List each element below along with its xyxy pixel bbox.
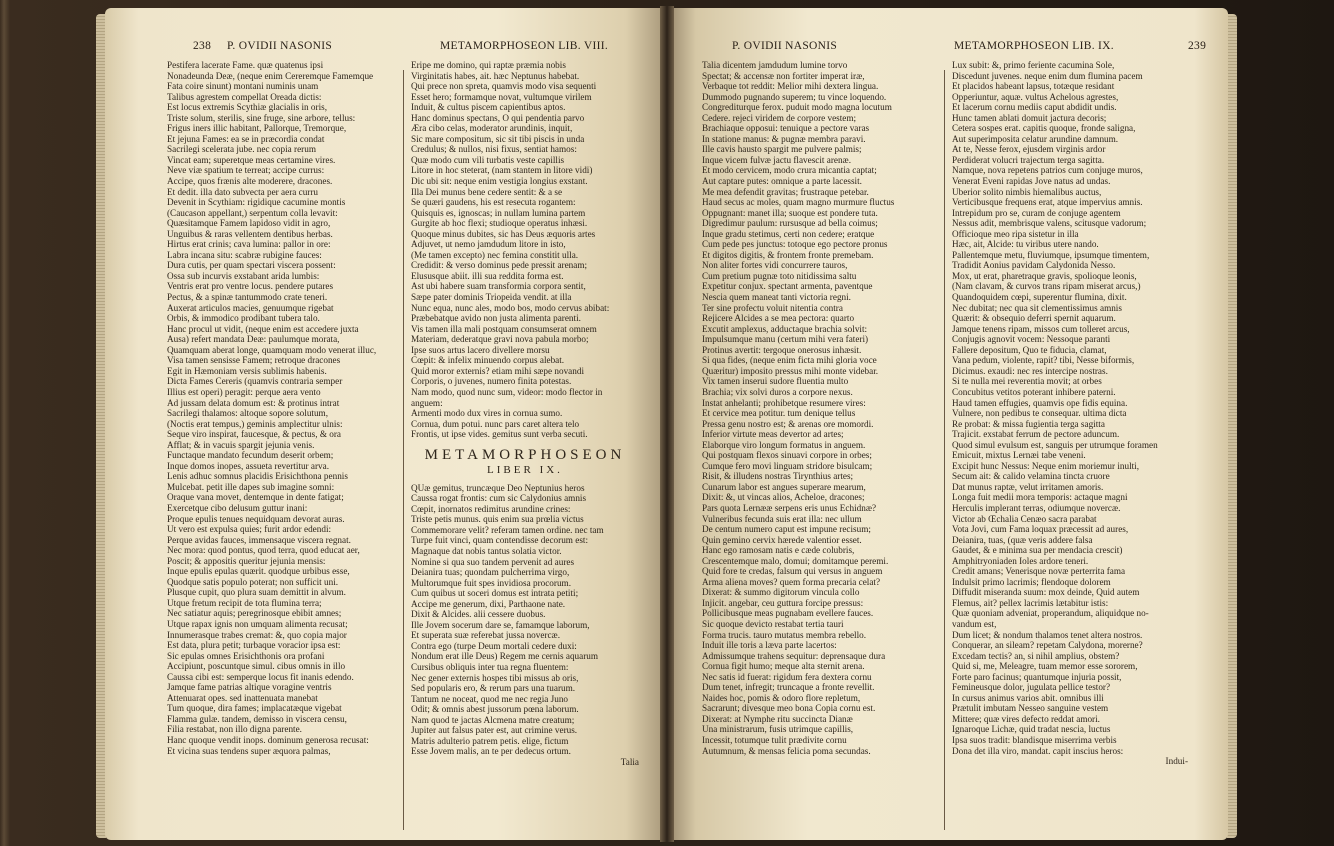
text-line: Vulneribus fecunda suis erat illa: nec ullum	[702, 513, 862, 524]
text-line: Et cervice mea potitur. tum denique tellus	[702, 408, 856, 419]
text-line: Accipiunt, poscuntque simul. cibus omnis in illo	[167, 661, 346, 672]
left-column-rule	[403, 70, 404, 830]
text-line: Et dedit. illa dato subvecta per aera curru	[167, 186, 319, 197]
text-line: Jamque fame patrias altique voragine ventris	[167, 682, 332, 693]
text-line: Trajicit. exstabat ferrum de pectore aduncum.	[952, 429, 1120, 440]
text-line: Frigus iners illic habitant, Pallorque, Tremorque,	[167, 123, 347, 134]
text-line: Nec gener externis hospes tibi missus ab oris,	[411, 672, 579, 683]
text-line: Hanc procul ut vidit, (neque enim est accedere juxta	[167, 323, 359, 334]
text-line: Utque rapax ignis non umquam alimenta recusat;	[167, 618, 348, 629]
text-line: Illa Dei munus bene cedere sentit: & a se	[411, 186, 563, 197]
text-line: Cum quibus ut soceri domus est intrata petiti;	[411, 588, 579, 599]
text-line: Ille cavis hausto spargit me pulvere palmis;	[702, 144, 862, 155]
text-line: Dona det illa viro, mandat. capit inscius heros:	[952, 745, 1124, 756]
text-line: Perdiderat volucri trajectum terga sagitta.	[952, 154, 1105, 165]
left-page-number: 238	[193, 40, 212, 52]
text-line: Et digitos digitis, & frontem fronte premebam.	[702, 249, 874, 260]
text-line: Vix tamen inserui sudore fluentia multo	[702, 376, 849, 387]
text-line: Quid si, me, Meleagre, tuam memor esse sororem,	[952, 661, 1138, 672]
left-running-head-title: METAMORPHOSEON LIB. VIII.	[440, 40, 609, 52]
text-line: Lux subit: &, primo feriente cacumina Sole,	[952, 60, 1115, 70]
text-line: Conjugis agnovit vocem: Nessoque paranti	[952, 334, 1111, 345]
text-line: Eripe me domino, qui raptæ præmia nobis	[411, 60, 566, 70]
text-line: Cœpit, inornatos redimitus arundine crines:	[411, 503, 571, 514]
text-line: Nam modo, quod nunc sum, videor: modo flector in	[411, 386, 603, 397]
text-line: Quamquam aberat longe, quamquam modo venerat illuc,	[167, 344, 377, 355]
text-line: Cœpit: & infelix minuendo corpus alebat.	[411, 355, 565, 366]
text-line: Excedam tectis? an, si nihil amplius, obstem?	[952, 650, 1120, 661]
text-line: Secum ait: & calido velamina tincta cruore	[952, 471, 1110, 482]
text-line: Adjuvet, ut nemo jamdudum litore in isto,	[411, 239, 566, 250]
text-line: Sacrilegi scelerata jube. nec copia rerum	[167, 144, 316, 155]
text-line: Illius est operi) peragit: perque aera vento	[167, 386, 321, 397]
text-line: Seque viro inspirat, faucesque, & pectus, & ora	[167, 429, 342, 440]
text-line: Fata coire sinunt) montani numinis unam	[167, 81, 319, 92]
text-line: Mittere; quæ vires defecto reddat amori.	[952, 713, 1100, 724]
text-line: Ille Jovem socerum dare se, famamque laborum,	[411, 619, 590, 630]
text-line: Injicit. angebar, ceu guttura forcipe pressus:	[702, 597, 864, 608]
text-line: Aut captare putes: omnique a parte lacessit.	[702, 176, 862, 187]
text-line: Quandoquidem cœpi, superentur flumina, dixit.	[952, 292, 1127, 303]
text-line: Si qua fides, (neque enim ficta mihi gloria voce	[702, 355, 877, 366]
text-line: Ignaroque Lichæ, quid tradat nescia, luctus	[952, 724, 1111, 735]
text-line: Quærit: & obsequio deferri spernit aquarum.	[952, 313, 1116, 324]
right-running-head-author: P. OVIDII NASONIS	[732, 40, 838, 52]
text-line: Pallentemque metu, fluviumque, ipsumque timentem,	[952, 249, 1150, 260]
text-line: Proque epulis tenues nequidquam devorat auras.	[167, 513, 345, 524]
text-line: Excipit hunc Nessus: Neque enim moriemur inulti,	[952, 460, 1140, 471]
text-line: Deianira tuas; quondam pulcherrima virgo,	[411, 567, 570, 578]
text-line: Intrepidum pro se, curam de conjuge agentem	[952, 207, 1121, 218]
text-line: Neve viæ spatium te terreat; accipe currus:	[167, 165, 325, 176]
text-line: Dummodo pugnando superem; tu vince loquendo.	[702, 91, 887, 102]
text-line: Attenuarat opes. sed inattenuata manebat	[167, 692, 318, 703]
text-line: Mox, ut erat, pharetraque gravis, spolioque leonis,	[952, 270, 1137, 281]
text-line: Esset hero; formamque novat, vultumque virilem	[411, 91, 592, 102]
text-line: Admissumque trahens sequitur: deprensaque dura	[702, 650, 886, 661]
text-line: Induit ille toris a læva parte lacertos:	[702, 640, 837, 651]
text-line: Perque avidas fauces, immensaque viscera regnat.	[167, 534, 351, 545]
text-line: Est locus extremis Scythiæ glacialis in oris,	[167, 102, 327, 113]
text-line: Elususque abiit. illi sua reddita forma est.	[411, 270, 564, 281]
text-line: Devenit in Scythiam: rigidique cacumine montis	[167, 197, 346, 208]
text-line: Jamque tenens ripam, missos cum tolleret arcus,	[952, 323, 1130, 334]
text-line: Credidit: & verso dominus pede pressit arenam;	[411, 260, 588, 271]
text-line: Arma aliena moves? quem forma precaria celat?	[702, 576, 881, 587]
text-line: Inque domos inopes, assueta revertitur arva.	[167, 460, 330, 471]
text-line: Hæc, ait, Alcide: tu viribus utere nando.	[952, 239, 1099, 250]
text-line: Crescentemque malo, domui; domitamque peremi.	[702, 555, 889, 566]
text-line: Dicta Fames Cereris (quamvis contraria semper	[167, 376, 343, 387]
text-line: Accipe, quos frænis alte moderere, dracones.	[167, 176, 333, 187]
text-line: Cedere. rejeci viridem de corpore vestem;	[702, 112, 857, 123]
text-line: Fallere depositum, Quo te fiducia, clamat,	[952, 344, 1107, 355]
text-line: Quin gemino cervix hærede valentior esset.	[702, 534, 862, 545]
text-line: Exercetque cibo delusum guttur inani:	[167, 502, 308, 513]
text-line: Gaudet, & e minima sua per mendacia crescit)	[952, 545, 1123, 556]
left-column-1	[167, 60, 387, 756]
text-line: Auxerat articulos macies, genuumque rigebat	[167, 302, 334, 313]
text-line: Et modo cervicem, modo crura micantia captat;	[702, 165, 877, 176]
text-line: Quæ modo cum vili turbatis veste capillis	[411, 154, 565, 165]
text-line: Sacrilegi thalamos: altoque sopore solutum,	[167, 408, 329, 419]
text-line: Conquerar, an sileam? repetam Calydona, morerne?	[952, 640, 1143, 651]
text-line: Venerat Eveni rapidas Jove natus ad undas.	[952, 176, 1111, 187]
text-line: Congrediturque ferox. puduit modo magna locutum	[702, 102, 892, 113]
text-line: Ipsa suos tradit: blandisque miserrima verbis	[952, 735, 1117, 745]
text-line: In cursus animus varios abit. omnibus illi	[952, 692, 1104, 703]
text-line: Forte paro facinus; quantumque injuria possit,	[952, 671, 1122, 682]
text-line: Dat munus raptæ, velut irritamen amoris.	[952, 481, 1104, 492]
text-line: QUæ gemitus, truncæque Deo Neptunius heros	[411, 482, 585, 493]
text-line: Uberior solito nimbis hiemalibus auctus,	[952, 186, 1102, 197]
text-line: Qui postquam flexos sinuavi corpore in orbes;	[702, 450, 872, 461]
text-line: Cunarum labor est angues superare mearum,	[702, 481, 866, 492]
text-line: Vulnere, non pedibus te consequar. ultima dicta	[952, 408, 1127, 419]
text-line: Haud tamen effugies, quamvis ope fidis equina.	[952, 397, 1128, 408]
text-line: Nec dubitat; nec qua sit clementissimus amnis	[952, 302, 1122, 313]
text-line: Nomine si qua suo tandem pervenit ad aures	[411, 556, 575, 567]
text-line: Dic ubi sit: neque enim vestigia longius exstant.	[411, 176, 588, 187]
text-line: Et jejuna Fames: ea se in præcordia condat	[167, 133, 325, 144]
text-line: Flamma gulæ. tandem, demisso in viscera censu,	[167, 713, 347, 724]
text-line: Matris adulterio patrem petis. elige, fictum	[411, 735, 569, 746]
text-line: Forma trucis. tauro mutatus membra rebello.	[702, 629, 867, 640]
text-line: Verticibusque frequens erat, atque impervius amnis.	[952, 197, 1143, 208]
text-line: Dixerat: & summo digitorum vincula collo	[702, 587, 860, 598]
text-line: Dicimus. exaudi: nec res intercipe nostras.	[952, 365, 1108, 376]
text-line: Tradidit Aonius pavidam Calydonida Nesso.	[952, 260, 1116, 271]
text-line: Unguibus & raras vellentem dentibus herbas.	[167, 228, 333, 239]
text-line: Præbebatque avido non justa alimenta parenti.	[411, 313, 581, 324]
text-line: Quid fore te credas, falsum qui versus in anguem	[702, 566, 883, 577]
text-line: Induit, & cultus piscem capientibus aptos.	[411, 102, 566, 113]
left-page	[105, 8, 665, 840]
text-line: Pollicibusque meas pugnabam evellere fauces.	[702, 608, 874, 619]
text-line: Materiam, dederatque gravi nova pabula morbo;	[411, 334, 589, 345]
text-line: Verbaque tot reddit: Melior mihi dextera lingua.	[702, 81, 879, 92]
book-title: METAMORPHOSEON	[424, 446, 626, 463]
text-line: Hanc dominus spectans, O qui pendentia parvo	[411, 112, 585, 123]
text-line: Protinus avertit: tergoque onerosus inhæsit.	[702, 344, 862, 355]
text-line: Deianira, tuas, (quæ veris addere falsa	[952, 534, 1093, 545]
text-line: Inferior virtute meas devertor ad artes;	[702, 429, 844, 440]
text-line: Magnaque dat nobis tantus solatia victor.	[411, 545, 562, 556]
text-line: Dura cutis, per quam spectari viscera possent:	[167, 260, 336, 271]
text-line: Lenis adhuc somnus placidis Erisichthona pennis	[167, 471, 348, 482]
text-line: In statione manus: & pugnæ membra paravi.	[702, 133, 866, 144]
text-line: Incessit, totumque tulit prædivite cornu	[702, 735, 847, 745]
text-line: Et placidos habeant lapsus, totæque residant	[952, 81, 1115, 92]
text-line: Hirtus erat crinis; cava lumina: pallor in ore:	[167, 239, 331, 250]
right-column-1	[702, 60, 934, 756]
text-line: Opperiuntur, aquæ. vultus Achelous agrestes,	[952, 91, 1119, 102]
text-line: Cum pede pes junctus: totoque ego pectore pronus	[702, 239, 888, 250]
text-line: Dixit: &, ut vincas alios, Acheloe, dracones;	[702, 492, 865, 503]
text-line: Multorumque fuit spes invidiosa procorum.	[411, 577, 571, 588]
catchword: Talia	[620, 756, 639, 767]
text-line: Quisquis es, ignoscas; in nullam lumina partem	[411, 207, 586, 218]
text-line: (Me tamen excepto) nec femina constitit ulla.	[411, 249, 579, 260]
text-line: Odit; & omnis abest jussorum pœna laborum.	[411, 704, 579, 715]
text-line: Sic quoque devicto restabat tertia tauri	[702, 618, 844, 629]
right-column-rule	[944, 70, 945, 830]
text-line: Caussa cibi est: semperque locus fit inanis edendo.	[167, 671, 354, 682]
text-line: Femineusque dolor, jugulata pellice testor?	[952, 682, 1111, 693]
text-line: Pestifera lacerate Fame. quæ quatenus ipsi	[167, 60, 324, 70]
text-line: Nam quod te jactas Alcmena matre creatum;	[411, 714, 575, 725]
text-line: Inque epulis epulas quærit. quodque urbibus esse,	[167, 566, 350, 577]
text-line: Non aliter fortes vidi concurrere tauros,	[702, 260, 848, 271]
text-line: Cornua figit humo; meque alta sternit arena.	[702, 661, 865, 672]
catchword: Indui-	[1165, 756, 1188, 767]
text-line: Risit, & illudens nostras Tirynthius artes;	[702, 471, 854, 482]
text-line: Elaborque viro longum formatus in anguem.	[702, 439, 866, 450]
text-line: Prætulit imbutam Nesseo sanguine vestem	[952, 703, 1109, 714]
text-line: Armenti modo dux vires in cornua sumo.	[411, 408, 563, 419]
text-line: Caussa rogat frontis: cum sic Calydonius amnis	[411, 493, 587, 504]
text-line: Jupiter aut falsus pater est, aut crimine verus.	[411, 725, 578, 736]
text-line: vandum est,	[952, 618, 997, 629]
text-line: Spectat; & accensæ non fortiter imperat iræ,	[702, 70, 865, 81]
text-line: Quoque minus dubites, sic has Deus æquoris artes	[411, 228, 596, 239]
text-line: Turpe fuit vinci, quam contendisse decorum est:	[411, 535, 588, 546]
text-line: Haud secus ac moles, quam magno murmure fluctus	[702, 197, 895, 208]
text-line: Ventris erat pro ventre locus. pendere putares	[167, 281, 334, 292]
text-line: Hanc ego ramosam natis e cæde colubris,	[702, 545, 855, 556]
text-line: Et vicina suas tendens super æquora palmas,	[167, 745, 331, 756]
text-line: Quæsitamque Famem lapidoso vidit in agro,	[167, 218, 331, 229]
text-line: Afflat; & in vacuis spargit jejunia venis.	[167, 439, 315, 450]
text-line: Nonadeunda Deæ, (neque enim Cereremque Famemque	[167, 70, 374, 81]
text-line: Cumque fero movi linguam stridore bisulcam;	[702, 460, 873, 471]
text-line: Vota Jovi, cum Fama loquax præcessit ad aures,	[952, 524, 1129, 535]
text-line: Commemorare velit? referam tamen ordine. nec tam	[411, 524, 604, 535]
text-line: Nec satis id fuerat: rigidum fera dextera cornu	[702, 671, 872, 682]
text-line: Filia restabat, non illo digna parente.	[167, 724, 302, 735]
text-line: Nescia quem maneat tanti victoria regni.	[702, 292, 851, 303]
text-line: Longa fuit medii mora temporis: actaque magni	[952, 492, 1128, 503]
text-line: Ossa sub incurvis exstabant arida lumbis:	[167, 270, 320, 281]
text-line: Brachia; vix solvi duros a corpore nexus.	[702, 386, 853, 397]
text-line: Visa tamen sensisse Famem; retroque dracones	[167, 355, 341, 366]
text-line: Sed popularis ero, & rerum pars una tuarum.	[411, 683, 576, 694]
text-line: Excutit amplexus, adductaque brachia solvit:	[702, 323, 868, 334]
text-line: Aut superimposita celatur arundine damnum.	[952, 133, 1119, 144]
text-line: Labra incana situ: scabræ rubigine fauces:	[167, 249, 322, 260]
text-line: Flemus, ait? pellex lacrimis lætabitur istis:	[952, 597, 1109, 608]
text-line: Ipse suos artus lacero divellere morsu	[411, 344, 550, 355]
text-line: Triste solum, sterilis, sine fruge, sine arbore, tellus:	[167, 112, 356, 123]
text-line: Naides hoc, pomis & odoro flore repletum,	[702, 692, 861, 703]
text-line: (Caucason appellant,) serpentum colla levavit:	[167, 207, 338, 218]
text-line: Cornua, dum potui. nunc pars caret altera telo	[411, 418, 580, 429]
text-line: Triste petis munus. quis enim sua prœlia victus	[411, 514, 584, 525]
right-page-edges	[1227, 14, 1237, 838]
text-line: Cursibus obliquis inter tua regna fluentem:	[411, 661, 569, 672]
text-line: Pressa genu nostro est; & arenas ore momordi.	[702, 418, 874, 429]
left-column-2	[411, 60, 639, 767]
text-line: Victor ab Œchalia Cenæo sacra parabat	[952, 513, 1097, 524]
text-line: Sic epulas omnes Erisichthonis ora profani	[167, 650, 325, 661]
text-line: Corporis, o juvenes, numero finita potestas.	[411, 376, 572, 387]
right-running-head-title: METAMORPHOSEON LIB. IX.	[954, 40, 1114, 52]
text-line: Brachiaque opposui: tenuique a pectore varas	[702, 123, 870, 134]
text-line: Indulsit primo lacrimis; flendoque dolorem	[952, 576, 1111, 587]
text-line: Esse Jovem malis, an te per dedecus ortum.	[411, 746, 571, 757]
text-line: Emicuit, mixtus Lernæi tabe veneni.	[952, 450, 1086, 461]
text-line: Una ministrarum, fusis utrimque capillis,	[702, 724, 854, 735]
text-line: Dixit & Alcides. alii cessere duobus.	[411, 609, 546, 620]
text-line: Virginitatis habes, ait. hæc Neptunus habebat.	[411, 70, 580, 81]
text-line: Se quæri gaudens, his est resecuta rogantem:	[411, 197, 576, 208]
text-line: Credit amans; Venerisque novæ perterrita fama	[952, 566, 1126, 577]
text-line: Instat anhelanti; prohibetque resumere vires:	[702, 397, 866, 408]
text-line: Diffudit miseranda suum: mox deinde, Quid autem	[952, 587, 1140, 598]
text-line: Talia dicentem jamdudum lumine torvo	[702, 60, 848, 70]
text-line: Credulus; & nullos, nisi fixus, sentiat hamos:	[411, 144, 577, 155]
text-line: Nessus adit, membrisque valens, scitusque vadorum;	[952, 218, 1147, 229]
text-line: Vincat eam; superetque meas certamine vires.	[167, 154, 336, 165]
text-line: Litore in hoc steterat, (nam stantem in litore vidi)	[411, 165, 593, 176]
text-line: Hanc quoque vendit inops. dominum generosa recusat:	[167, 735, 369, 745]
text-line: Quod simul evulsum est, sanguis per utrumque foramen	[952, 439, 1158, 450]
text-line: Autumnum, & mensas felicia poma secundas.	[702, 745, 871, 756]
book-gutter	[660, 6, 674, 842]
text-line: Nec satiatur aquis; peregrinosque ebibit amnes;	[167, 608, 342, 619]
text-line: Quid moror externis? etiam mihi sæpe novandi	[411, 365, 584, 376]
text-line: Talibus agrestem compellat Oreada dictis:	[167, 91, 322, 102]
text-line: Namque, nova repetens patrios cum conjuge muros,	[952, 165, 1143, 176]
text-line: Discedunt juvenes. neque enim dum flumina pacem	[952, 70, 1143, 81]
text-line: Plusque cupit, quo plura suam demittit in alvum.	[167, 587, 346, 598]
text-line: Inque gradu stetimus, certi non cedere; eratque	[702, 228, 875, 239]
text-line: Poscit; & appositis queritur jejunia mensis:	[167, 555, 326, 566]
text-line: (Nam clavam, & curvos trans ripam miserat arcus,)	[952, 281, 1141, 292]
text-line: Nunc equa, nunc ales, modo bos, modo cervus abibat:	[411, 302, 610, 313]
text-line: Ad jussam delata domum est: & protinus intrat	[167, 397, 340, 408]
text-line: Dixerat: at Nymphe ritu succincta Dianæ	[702, 713, 853, 724]
text-line: Quodque satis populo poterat; non sufficit uni.	[167, 576, 339, 587]
text-line: (Noctis erat tempus,) geminis amplectitur ulnis:	[167, 418, 343, 429]
text-line: Quæ quoniam adveniat, properandum, aliquidque no-	[952, 608, 1149, 619]
text-line: Rejicere Alcides a se mea pectora: quarto	[702, 313, 855, 324]
right-page-number: 239	[1188, 40, 1207, 52]
text-line: Pars quota Lernææ serpens eris unus Echidnæ?	[702, 502, 877, 513]
text-line: Amphitryoniaden Ioles ardore teneri.	[952, 555, 1089, 566]
text-line: Sic mare compositum, sic sit tibi piscis in unda	[411, 133, 585, 144]
book-subtitle: LIBER IX.	[487, 463, 563, 476]
text-line: Dum licet; & nondum thalamos tenet altera nostros.	[952, 629, 1143, 640]
text-line: Si te nulla mei reverentia movit; at orbes	[952, 376, 1102, 387]
text-line: Ast ubi habere suam transformia corpora sentit,	[411, 281, 586, 292]
text-line: Qui prece non spreta, quamvis modo visa sequenti	[411, 81, 597, 92]
text-line: Accipe me generum, dixi, Parthaone nate.	[411, 598, 566, 609]
text-line: Mulcebat. petit ille dapes sub imagine somni:	[167, 481, 335, 492]
text-line: anguem:	[411, 397, 443, 408]
text-line: Sæpe pater dominis Triopeida vendit. at illa	[411, 292, 572, 303]
text-line: Vana pedum, violente, rapit? tibi, Nesse biformis,	[952, 355, 1135, 366]
text-line: Ausa) refert mandata Deæ: paulumque morata,	[167, 334, 340, 345]
text-line: Hunc tamen ablati domuit jactura decoris;	[952, 112, 1107, 123]
text-line: Oraque vana movet, dentemque in dente fatigat;	[167, 492, 344, 503]
text-line: Nec mora: quod pontus, quod terra, quod educat aer,	[167, 545, 360, 556]
text-line: Inque vicem fulvæ jactu flavescit arenæ.	[702, 154, 851, 165]
text-line: Vis tamen illa mali postquam consumserat omnem	[411, 323, 597, 334]
left-running-head-author: P. OVIDII NASONIS	[227, 40, 333, 52]
text-line: Innumerasque trabes cremat: &, quo copia major	[167, 629, 347, 640]
text-line: Re probat: & missa fugientia terga sagitta	[952, 418, 1105, 429]
text-line: At te, Nesse ferox, ejusdem virginis ardor	[952, 144, 1106, 155]
text-line: Dum tenet, infregit; truncaque a fronte revellit.	[702, 682, 875, 693]
right-column-2	[952, 60, 1188, 767]
text-line: Nondum erat ille Deus) Regem me cernis aquarum	[411, 651, 599, 662]
text-line: Est data, plura petit; turbaque voracior ipsa est:	[167, 640, 341, 651]
text-line: Oppugnant: manet illa; suoque est pondere tuta.	[702, 207, 878, 218]
text-line: Expetitur conjux. spectant armenta, paventque	[702, 281, 873, 292]
text-line: Tum quoque, dira fames; implacatæque vigebat	[167, 703, 342, 714]
text-line: Pectus, & a spinæ tantummodo crate teneri.	[167, 292, 328, 303]
text-line: Contra ego (turpe Deum mortali cedere duxi:	[411, 640, 577, 651]
text-line: Sacrarunt; divesque meo bona Copia cornu est.	[702, 703, 876, 714]
text-line: Officioque meo ripa sistetur in illa	[952, 228, 1079, 239]
text-line: Ut vero est expulsa quies; furit ardor edendi:	[167, 524, 332, 535]
text-line: Quæritur) imposito pressus mihi monte videbar.	[702, 365, 879, 376]
text-line: Concubitus vetitos poterant inhibere paterni.	[952, 386, 1116, 397]
text-line: Egit in Hæmoniam versis sublimis habenis.	[167, 365, 327, 376]
text-line: Utque fretum recipit de tota flumina terra;	[167, 597, 322, 608]
text-line: Æra cibo celas, moderator arundinis, inquit,	[411, 123, 573, 134]
text-line: Cetera sospes erat. capitis quoque, fronde saligna,	[952, 123, 1136, 134]
text-line: Digredimur paulum: rursusque ad bella coimus;	[702, 218, 878, 229]
right-page	[668, 8, 1228, 840]
text-line: De centum numero caput est impune recisum;	[702, 524, 871, 535]
text-line: Me mea defendit gravitas; frustraque petebar.	[702, 186, 869, 197]
text-line: Et lacerum cornu mediis caput abdidit undis.	[952, 102, 1117, 113]
text-line: Cum pretium pugnæ toto nitidissima saltu	[702, 270, 857, 281]
text-line: Impulsumque manu (certum mihi vera fateri)	[702, 334, 869, 345]
text-line: Et superata suæ referebat jussa novercæ.	[411, 630, 560, 641]
text-line: Frontis, ut ipse vides. gemitus sunt verba secuti.	[411, 429, 588, 440]
text-line: Herculis implerant terras, odiumque novercæ.	[952, 502, 1121, 513]
text-line: Orbis, & immodico prodibant tubera talo.	[167, 313, 320, 324]
text-line: Tantum ne noceat, quod me nec regia Juno	[411, 693, 569, 704]
text-line: Ter sine profectu voluit nitentia contra	[702, 302, 843, 313]
text-line: Gurgite ab hoc flexi; studioque operatus inhæsi.	[411, 218, 588, 229]
text-line: Functaque mandato fecundum deserit orbem;	[167, 450, 334, 461]
